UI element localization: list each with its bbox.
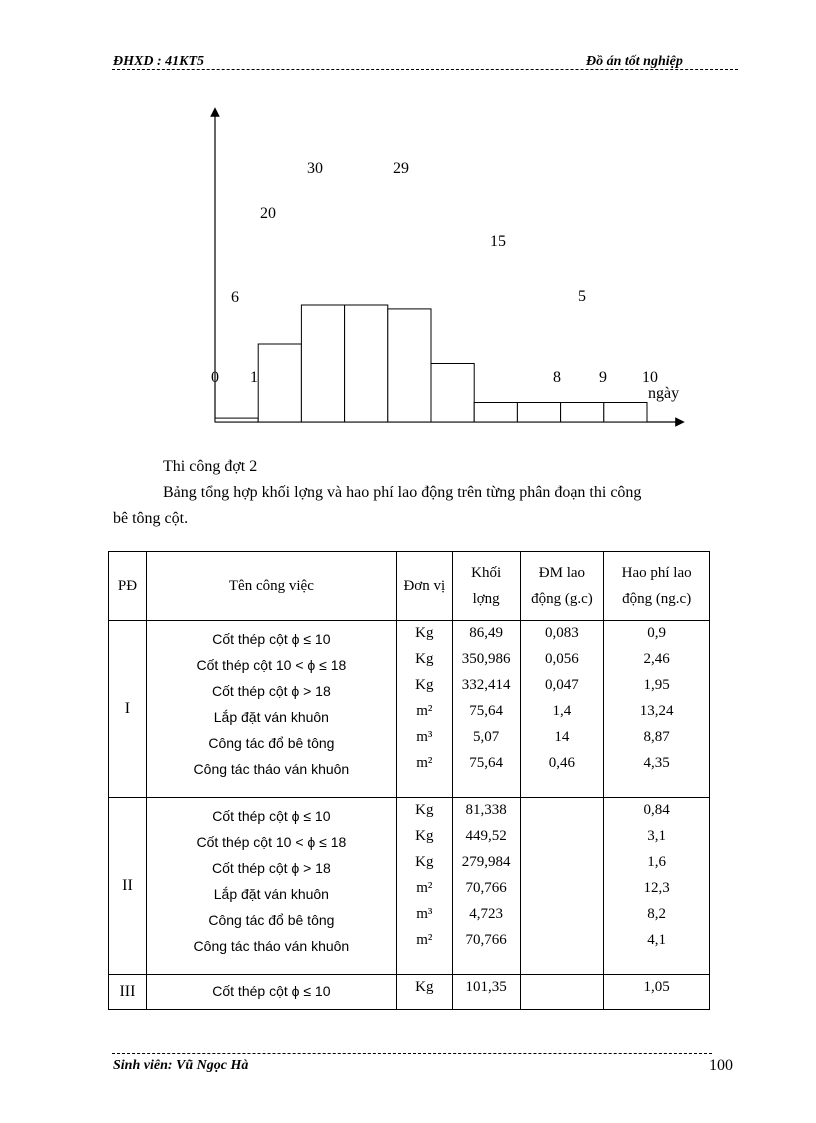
- header-unit: Đơn vị: [396, 552, 452, 621]
- unit-item: m²: [416, 880, 433, 896]
- labor-norm-item: 0,083: [545, 625, 579, 641]
- quantity-item: 75,64: [469, 755, 503, 771]
- quantity-item: 5,07: [473, 729, 500, 745]
- unit: [396, 621, 452, 798]
- task-name-item: Công tác tháo ván khuôn: [193, 761, 350, 777]
- unit-item: m²: [416, 932, 433, 948]
- section-pd-cell: I: [109, 621, 147, 798]
- header-pd: PĐ: [109, 552, 147, 621]
- labor-norm-item: 0,056: [545, 651, 579, 667]
- quantity-item: 350,986: [461, 651, 511, 667]
- table-section-row: [109, 798, 710, 975]
- data-label: 29: [393, 160, 409, 177]
- labor-norm-item: 1,4: [552, 703, 572, 719]
- unit: [396, 798, 452, 975]
- bar-day-5-6: [431, 364, 474, 423]
- quantity: [452, 798, 520, 975]
- page-number: 100: [709, 1057, 733, 1074]
- unit-item: Kg: [415, 828, 434, 844]
- header-labor-norm: ĐM lao động (g.c): [520, 552, 604, 621]
- table-section-row: [109, 621, 710, 798]
- labor-cost: [604, 621, 710, 798]
- quantity: [452, 975, 520, 1010]
- section-pd-cell: II: [109, 798, 147, 975]
- unit-item: Kg: [415, 854, 434, 870]
- header-task-name: Tên công việc: [146, 552, 396, 621]
- labor-norm-item: 0,047: [545, 677, 579, 693]
- task-name: [146, 975, 396, 1010]
- task-name-item: Cốt thép cột ϕ > 18: [212, 683, 331, 699]
- labor-norm: [520, 798, 604, 975]
- labor-cost-item: 12,3: [643, 880, 670, 896]
- paragraph-line-1: Bảng tổng hợp khối lợng và hao phí lao động trên từng phân đoạn thi công: [163, 484, 642, 501]
- task-name-item: Cốt thép cột ϕ ≤ 10: [212, 631, 331, 647]
- labor-cost-item: 4,35: [643, 755, 670, 771]
- x-tick-label: 9: [599, 369, 607, 386]
- paragraph-line-2: bê tông cột.: [113, 510, 189, 527]
- labor-cost: [604, 975, 710, 1010]
- header-quantity: Khối lợng: [452, 552, 520, 621]
- unit-item: m³: [416, 906, 433, 922]
- unit-item: Kg: [415, 802, 434, 818]
- table-section-row: [109, 975, 710, 1010]
- task-name: [146, 621, 396, 798]
- labor-cost-item: 0,9: [647, 625, 667, 641]
- labor-cost-item: 1,95: [643, 677, 670, 693]
- labor-norm: [520, 621, 604, 798]
- bar-day-9-10: [604, 403, 647, 423]
- labor-norm-item: 14: [554, 729, 570, 745]
- unit: [396, 975, 452, 1010]
- data-label: 5: [578, 288, 586, 305]
- quantity-item: 70,766: [465, 880, 507, 896]
- unit-item: Kg: [415, 979, 434, 995]
- labor-cost-item: 8,2: [647, 906, 667, 922]
- table-header-row: [109, 552, 710, 621]
- task-name-item: Công tác đổ bê tông: [208, 912, 335, 928]
- data-label: 30: [307, 160, 323, 177]
- labor-cost-item: 3,1: [647, 828, 667, 844]
- bar-day-6-7: [474, 403, 517, 423]
- section-pd-cell: III: [109, 975, 147, 1010]
- unit-item: Kg: [415, 651, 434, 667]
- labor-cost-item: 8,87: [643, 729, 670, 745]
- quantity-item: 4,723: [469, 906, 503, 922]
- labor-cost-item: 1,6: [647, 854, 667, 870]
- x-tick-label: 0: [211, 369, 219, 386]
- quantity-item: 81,338: [465, 802, 507, 818]
- section-heading: Thi công đợt 2: [163, 458, 258, 475]
- labor-cost-item: 13,24: [639, 703, 674, 719]
- footer-rule: [112, 1053, 712, 1054]
- header-left: ĐHXD : 41KT5: [113, 54, 204, 69]
- labor-cost: [604, 798, 710, 975]
- labor-norm-item: 0,46: [548, 755, 576, 771]
- quantity-item: 449,52: [465, 828, 507, 844]
- unit-item: Kg: [415, 677, 434, 693]
- labor-cost-item: 2,46: [643, 651, 670, 667]
- data-label: 6: [231, 289, 239, 306]
- quantity-item: 332,414: [461, 677, 511, 693]
- unit-item: Kg: [415, 625, 434, 641]
- labor-cost-item: 4,1: [647, 932, 667, 948]
- quantity: [452, 621, 520, 798]
- header-right: Đồ án tốt nghiệp: [586, 54, 683, 69]
- task-name-item: Công tác tháo ván khuôn: [193, 938, 350, 954]
- quantity-item: 75,64: [469, 703, 503, 719]
- task-name: [146, 798, 396, 975]
- header-rule: [112, 69, 738, 70]
- data-label: 15: [490, 233, 506, 250]
- task-name-item: Lắp đặt ván khuôn: [213, 709, 329, 725]
- task-name-item: Cốt thép cột ϕ ≤ 10: [212, 983, 331, 999]
- unit-item: m²: [416, 703, 433, 719]
- labor-histogram-chart: [180, 100, 700, 440]
- task-name-item: Công tác đổ bê tông: [208, 735, 335, 751]
- quantity-item: 70,766: [465, 932, 507, 948]
- task-name-item: Cốt thép cột ϕ ≤ 10: [212, 808, 331, 824]
- header-labor-cost: Hao phí lao động (ng.c): [604, 552, 710, 621]
- x-tick-label: 1: [250, 369, 258, 386]
- task-name-item: Cốt thép cột 10 < ϕ ≤ 18: [196, 657, 347, 673]
- bar-day-3-4: [345, 305, 388, 422]
- quantity-item: 86,49: [469, 625, 503, 641]
- unit-item: m²: [416, 755, 433, 771]
- bar-day-2-3: [301, 305, 344, 422]
- labor-summary-table: [108, 551, 710, 1010]
- labor-cost-item: 1,05: [643, 979, 670, 995]
- task-name-item: Cốt thép cột ϕ > 18: [212, 860, 331, 876]
- data-label: 20: [260, 205, 276, 222]
- labor-norm: [520, 975, 604, 1010]
- bar-day-1-2: [258, 344, 301, 422]
- x-tick-label: 10: [642, 369, 658, 386]
- bar-day-4-5: [388, 309, 431, 422]
- x-axis-label: ngày: [648, 385, 680, 402]
- quantity-item: 279,984: [461, 854, 511, 870]
- quantity-item: 101,35: [465, 979, 507, 995]
- footer-student: Sinh viên: Vũ Ngọc Hà: [113, 1058, 249, 1073]
- x-tick-label: 8: [553, 369, 561, 386]
- task-name-item: Cốt thép cột 10 < ϕ ≤ 18: [196, 834, 347, 850]
- bar-day-7-8: [517, 403, 560, 423]
- unit-item: m³: [416, 729, 433, 745]
- task-name-item: Lắp đặt ván khuôn: [213, 886, 329, 902]
- bar-day-8-9: [561, 403, 604, 423]
- bar-day-0-1: [215, 418, 258, 422]
- labor-cost-item: 0,84: [643, 802, 670, 818]
